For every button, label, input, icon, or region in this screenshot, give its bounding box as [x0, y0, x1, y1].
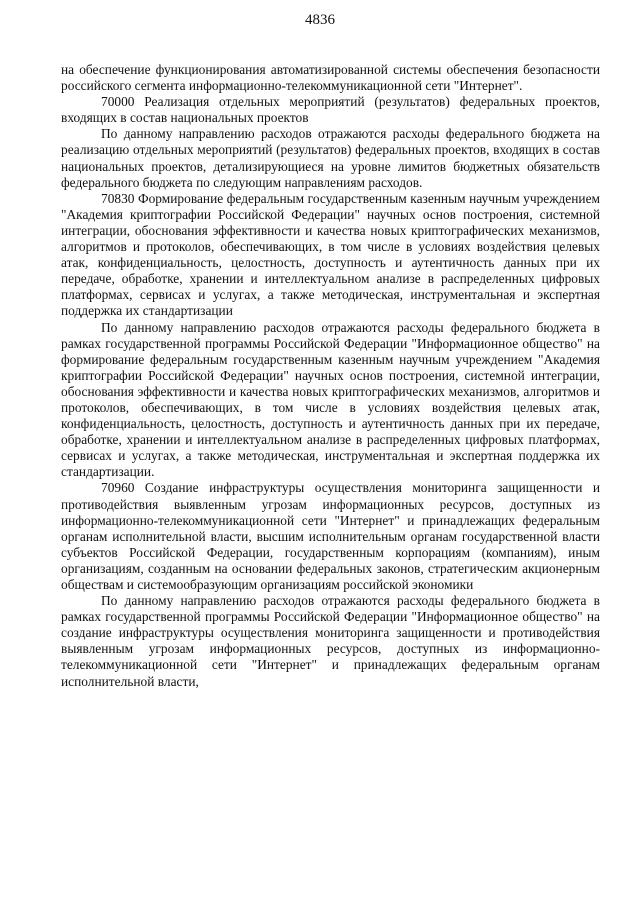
page-number: 4836	[305, 12, 335, 28]
paragraph: По данному направлению расходов отражаются расходы федерального бюджета в рамках государственной программы Российской Федерации "Информационное общество" на формирование федеральным государственным казенным научным учреждением "Академия криптографии Российской Федерации" научных основ построения, системной интеграции, обоснования эффективности и качества новых криптографических механизмов, алгоритмов и протоколов, обеспечивающих, в том числе в условиях воздействия целевых атак, конфиденциальность, целостность, доступность и аутентичность данных при их передаче, обработке, хранении и интеллектуальном анализе в распределенных цифровых платформах, сервисах и услугах, а также методическая, инструментальная и экспертная поддержка их стандартизации.	[61, 319, 600, 480]
paragraph: По данному направлению расходов отражаются расходы федерального бюджета на реализацию отдельных мероприятий (результатов) федеральных проектов, входящих в состав национальных проектов, детализирующиеся на уровне лимитов бюджетных обязательств федерального бюджета по следующим направлениям расходов.	[61, 126, 600, 190]
paragraph: 70830 Формирование федеральным государственным казенным научным учреждением "Академия криптографии Российской Федерации" научных основ построения, системной интеграции, обоснования эффективности и качества новых криптографических механизмов, алгоритмов и протоколов, обеспечивающих, в том числе в условиях воздействия целевых атак, конфиденциальность, целостность, доступность и аутентичность данных при их передаче, обработке, хранении и интеллектуальном анализе в распределенных цифровых платформах, сервисах и услугах, а также методическая, инструментальная и экспертная поддержка их стандартизации	[61, 190, 600, 319]
document-body	[61, 62, 600, 690]
paragraph: По данному направлению расходов отражаются расходы федерального бюджета в рамках государственной программы Российской Федерации "Информационное общество" на создание инфраструктуры осуществления мониторинга защищенности и противодействия выявленным угрозам информационных ресурсов, доступных из информационно-телекоммуникационной сети "Интернет" и принадлежащих федеральным органам исполнительной власти,	[61, 593, 600, 689]
paragraph: 70000 Реализация отдельных мероприятий (результатов) федеральных проектов, входящих в состав национальных проектов	[61, 94, 600, 126]
paragraph: на обеспечение функционирования автоматизированной системы обеспечения безопасности российского сегмента информационно-телекоммуникационной сети "Интернет".	[61, 62, 600, 94]
paragraph: 70960 Создание инфраструктуры осуществления мониторинга защищенности и противодействия выявленным угрозам информационных ресурсов, доступных из информационно-телекоммуникационной сети "Интернет" и принадлежащих федеральным органам исполнительной власти, высшим исполнительным органам государственной власти субъектов Российской Федерации, государственным корпорациям (компаниям), иным организациям, созданным на основании федеральных законов, стратегическим акционерным обществам и системообразующим организациям российской экономики	[61, 480, 600, 592]
